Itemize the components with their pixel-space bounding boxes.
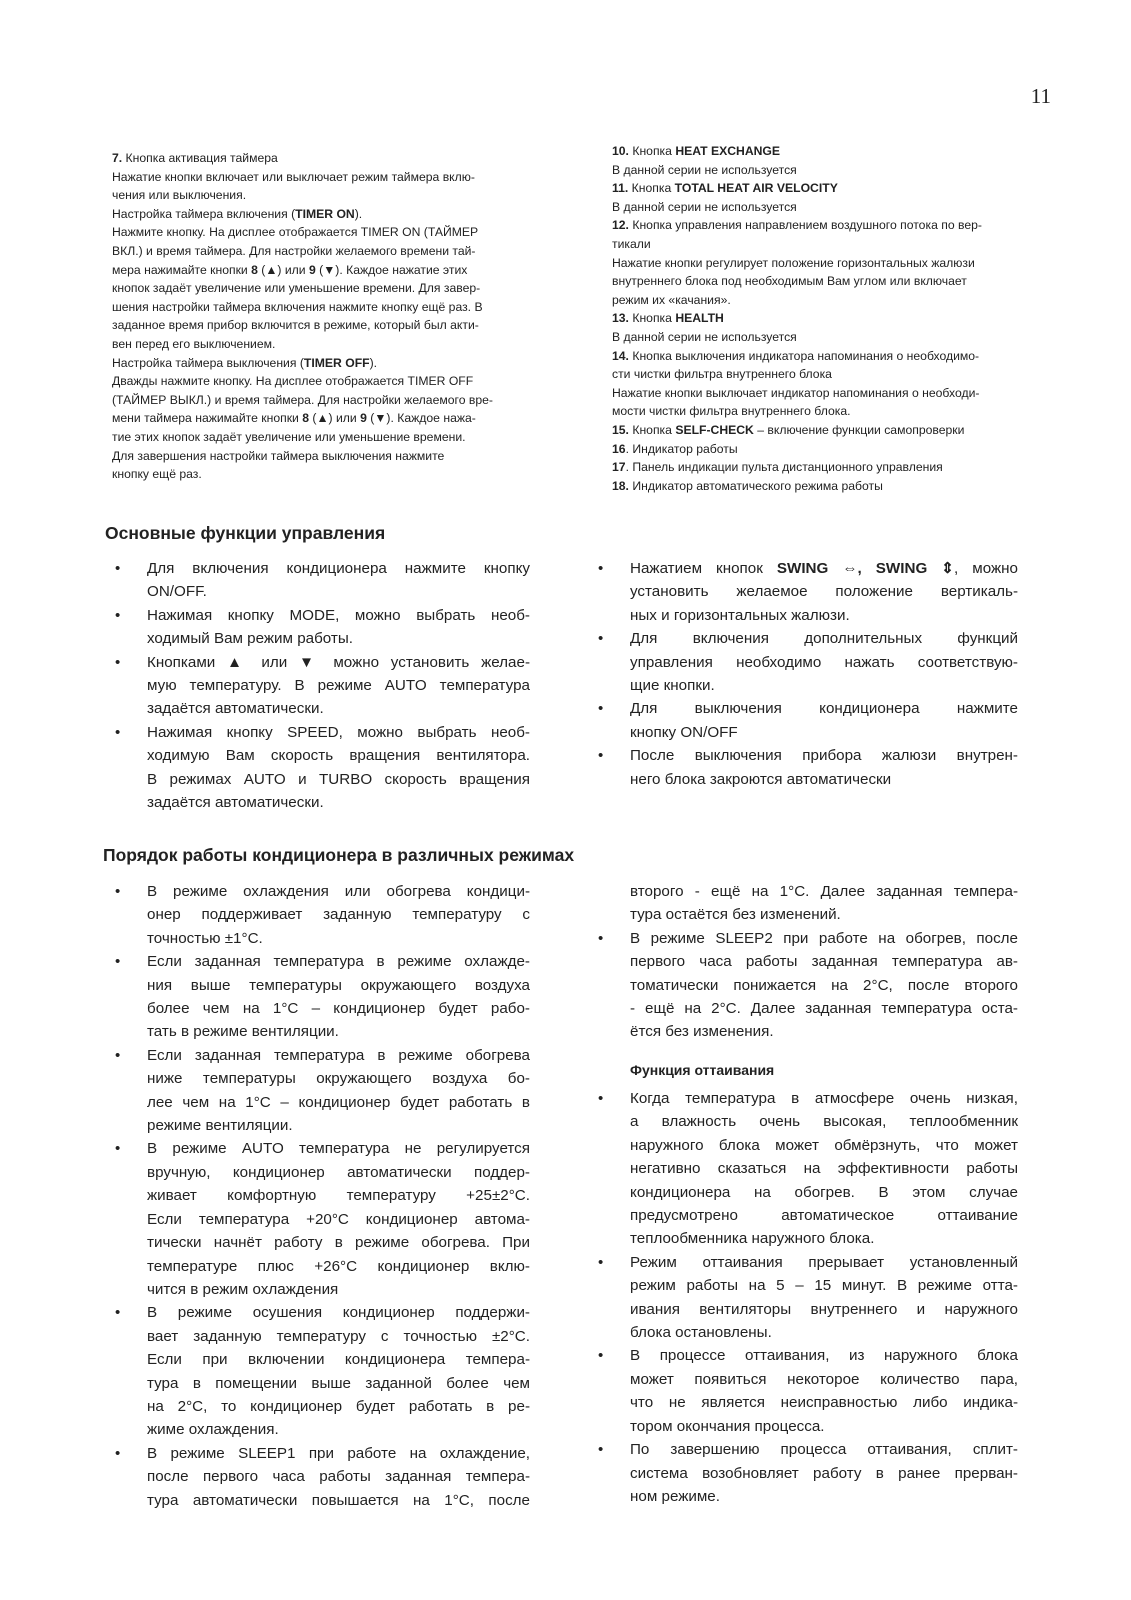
- list-item: • В режиме AUTO температура не регулируется вручную, кондиционер автоматически поддер- живает комфортную температуру +25±2°С. Если температура +20°С кондиционер автома- тически начнёт работу в режиме обогрева. При температуре плюс +26°С кондиционер вклю- чится в режим охлаждения: [115, 1137, 530, 1301]
- operating-modes-list-left: [115, 880, 530, 1512]
- list-item: • В режиме SLEEP1 при работе на охлаждение, после первого часа работы заданная темпера- тура автоматически повышается на 1°С, после: [115, 1442, 530, 1512]
- defrost-list: [598, 1087, 1018, 1508]
- timer-on-setting: Настройка таймера включения (TIMER ON).: [112, 206, 363, 221]
- list-item: • По завершению процесса оттаивания, сплит- система возобновляет работу в ранее прерван- ном режиме.: [598, 1438, 1018, 1508]
- text-line: режим их «качания».: [612, 292, 731, 307]
- text-line: В данной серии не используется: [612, 199, 797, 214]
- text-line: вен перед его выключением.: [112, 336, 276, 351]
- text-line: Дважды нажмите кнопку. На дисплее отображается TIMER OFF: [112, 374, 474, 389]
- sleep1-continuation: второго - ещё на 1°С. Далее заданная темпера- тура остаётся без изменений.: [630, 883, 1018, 924]
- text-line: чения или выключения.: [112, 188, 247, 203]
- list-item: • В режиме SLEEP2 при работе на обогрев, после первого часа работы заданная температура ав- томатически понижается на 2°С, после второго - ещё на 2°С. Далее заданная температура оста- ётся без изменения.: [598, 927, 1018, 1044]
- text-line: Для завершения настройки таймера выключения нажмите: [112, 448, 445, 463]
- numbered-item-heading: 16. Индикатор работы: [612, 441, 738, 456]
- text-line: Нажмите кнопку. На дисплее отображается TIMER ON (ТАЙМЕР: [112, 225, 479, 240]
- text-line: В данной серии не используется: [612, 162, 797, 177]
- text-line: мени таймера нажимайте кнопки 8 (▲) или 9 (▼). Каждое нажа-: [112, 411, 476, 426]
- list-item: • Когда температура в атмосфере очень низкая, а влажность очень высокая, теплообменник наружного блока может обмёрзнуть, что может негативно сказаться на эффективности работы кондиционера на обогрев. В этом случае предусмотрено автоматическое оттаивание теплообменника наружного блока.: [598, 1087, 1018, 1251]
- text-line: внутреннего блока под необходимым Вам углом или включает: [612, 274, 967, 289]
- basic-controls-list-right: [598, 557, 1018, 791]
- text-line: кнопку ещё раз.: [112, 467, 202, 482]
- text-line: Нажатие кнопки выключает индикатор напоминания о необходи-: [612, 385, 980, 400]
- timer-off-setting: Настройка таймера выключения (TIMER OFF).: [112, 355, 378, 370]
- list-item: • Нажатием кнопок SWING ⇔, SWING ⇕, можно установить желаемое положение вертикаль- ных и горизонтальных жалюзи.: [598, 557, 1018, 627]
- list-item: • Если заданная температура в режиме охлажде- ния выше температуры окружающего воздуха более чем на 1°С – кондиционер будет рабо- тать в режиме вентиляции.: [115, 950, 530, 1044]
- text-line: тие этих кнопок задаёт увеличение или уменьшение времени.: [112, 429, 466, 444]
- numbered-item-heading: 13. Кнопка HEALTH: [612, 311, 724, 326]
- timer-button-description: [112, 149, 538, 484]
- basic-controls-list-left: [115, 557, 530, 814]
- list-item: • Нажимая кнопку MODE, можно выбрать необ- ходимый Вам режим работы.: [115, 604, 530, 651]
- list-item: • Если заданная температура в режиме обогрева ниже температуры окружающего воздуха бо- лее чем на 1°С – кондиционер будет работать в режиме вентиляции.: [115, 1044, 530, 1138]
- text-line: заданное время прибор включится в режиме, который был акти-: [112, 318, 479, 333]
- list-item: • Нажимая кнопку SPEED, можно выбрать необ- ходимую Вам скорость вращения вентилятора. В режимах AUTO и TURBO скорость вращения задаётся автоматически.: [115, 721, 530, 815]
- numbered-item-heading: 10. Кнопка HEAT EXCHANGE: [612, 144, 781, 158]
- numbered-item-heading: 15. Кнопка SELF-CHECK – включение функции самопроверки: [612, 422, 965, 437]
- sleep2-list: [598, 927, 1018, 1044]
- text-line: (ТАЙМЕР ВЫКЛ.) и время таймера. Для настройки желаемого вре-: [112, 392, 493, 407]
- buttons-10-18-description: [612, 142, 1042, 495]
- text-line: кнопок задаёт увеличение или уменьшение времени. Для завер-: [112, 281, 481, 296]
- section-heading-operating-modes: Порядок работы кондиционера в различных режимах: [103, 845, 575, 865]
- list-item: • Для включения кондиционера нажмите кнопку ON/OFF.: [115, 557, 530, 604]
- text-line: ВКЛ.) и время таймера. Для настройки желаемого времени тай-: [112, 243, 476, 258]
- text-line: Нажатие кнопки включает или выключает режим таймера вклю-: [112, 169, 475, 184]
- section-heading-basic-controls: Основные функции управления: [105, 523, 386, 543]
- text-line: В данной серии не используется: [612, 329, 797, 344]
- text-line: мости чистки фильтра внутреннего блока.: [612, 404, 851, 419]
- list-item: • Кнопками ▲ или ▼ можно установить желае- мую температуру. В режиме AUTO температура задаётся автоматически.: [115, 651, 530, 721]
- list-item: • После выключения прибора жалюзи внутрен- него блока закроются автоматически: [598, 744, 1018, 791]
- numbered-item-heading: 12. Кнопка управления направлением воздушного потока по вер-: [612, 218, 982, 233]
- list-item: • Режим оттаивания прерывает установленный режим работы на 5 – 15 минут. В режиме отта- ивания вентиляторы внутреннего и наружного блока остановлены.: [598, 1251, 1018, 1345]
- list-item: • В режиме охлаждения или обогрева кондици- онер поддерживает заданную температуру с точностью ±1°С.: [115, 880, 530, 950]
- defrost-subheading: Функция оттаивания: [630, 1062, 775, 1078]
- numbered-item-heading: 14. Кнопка выключения индикатора напоминания о необходимо-: [612, 348, 980, 363]
- list-item: • Для выключения кондиционера нажмите кнопку ON/OFF: [598, 697, 1018, 744]
- text-line: сти чистки фильтра внутреннего блока: [612, 367, 832, 382]
- numbered-item-heading: 17. Панель индикации пульта дистанционного управления: [612, 460, 943, 475]
- text-line: тикали: [612, 236, 651, 251]
- text-line: мера нажимайте кнопки 8 (▲) или 9 (▼). Каждое нажатие этих: [112, 262, 468, 277]
- item-7-heading: 7. Кнопка активация таймера: [112, 151, 278, 165]
- list-item: • Для включения дополнительных функций управления необходимо нажать соответствую- щие кнопки.: [598, 627, 1018, 697]
- sleep-modes-continuation: [598, 880, 1018, 1044]
- text-line: шения настройки таймера включения нажмите кнопку ещё раз. В: [112, 299, 483, 314]
- numbered-item-heading: 11. Кнопка TOTAL HEAT AIR VELOCITY: [612, 181, 838, 196]
- numbered-item-heading: 18. Индикатор автоматического режима работы: [612, 478, 883, 493]
- text-line: Нажатие кнопки регулирует положение горизонтальных жалюзи: [612, 255, 975, 270]
- page-number: 11: [1030, 84, 1051, 108]
- list-item: • В режиме осушения кондиционер поддержи- вает заданную температуру с точностью ±2°С. Если при включении кондиционера темпера- тура в помещении выше заданной более чем на 2°С, то кондиционер будет работать в ре- жиме охлаждения.: [115, 1301, 530, 1441]
- list-item: • В процессе оттаивания, из наружного блока может появиться некоторое количество пара, что не является неисправностью либо индика- тором окончания процесса.: [598, 1344, 1018, 1438]
